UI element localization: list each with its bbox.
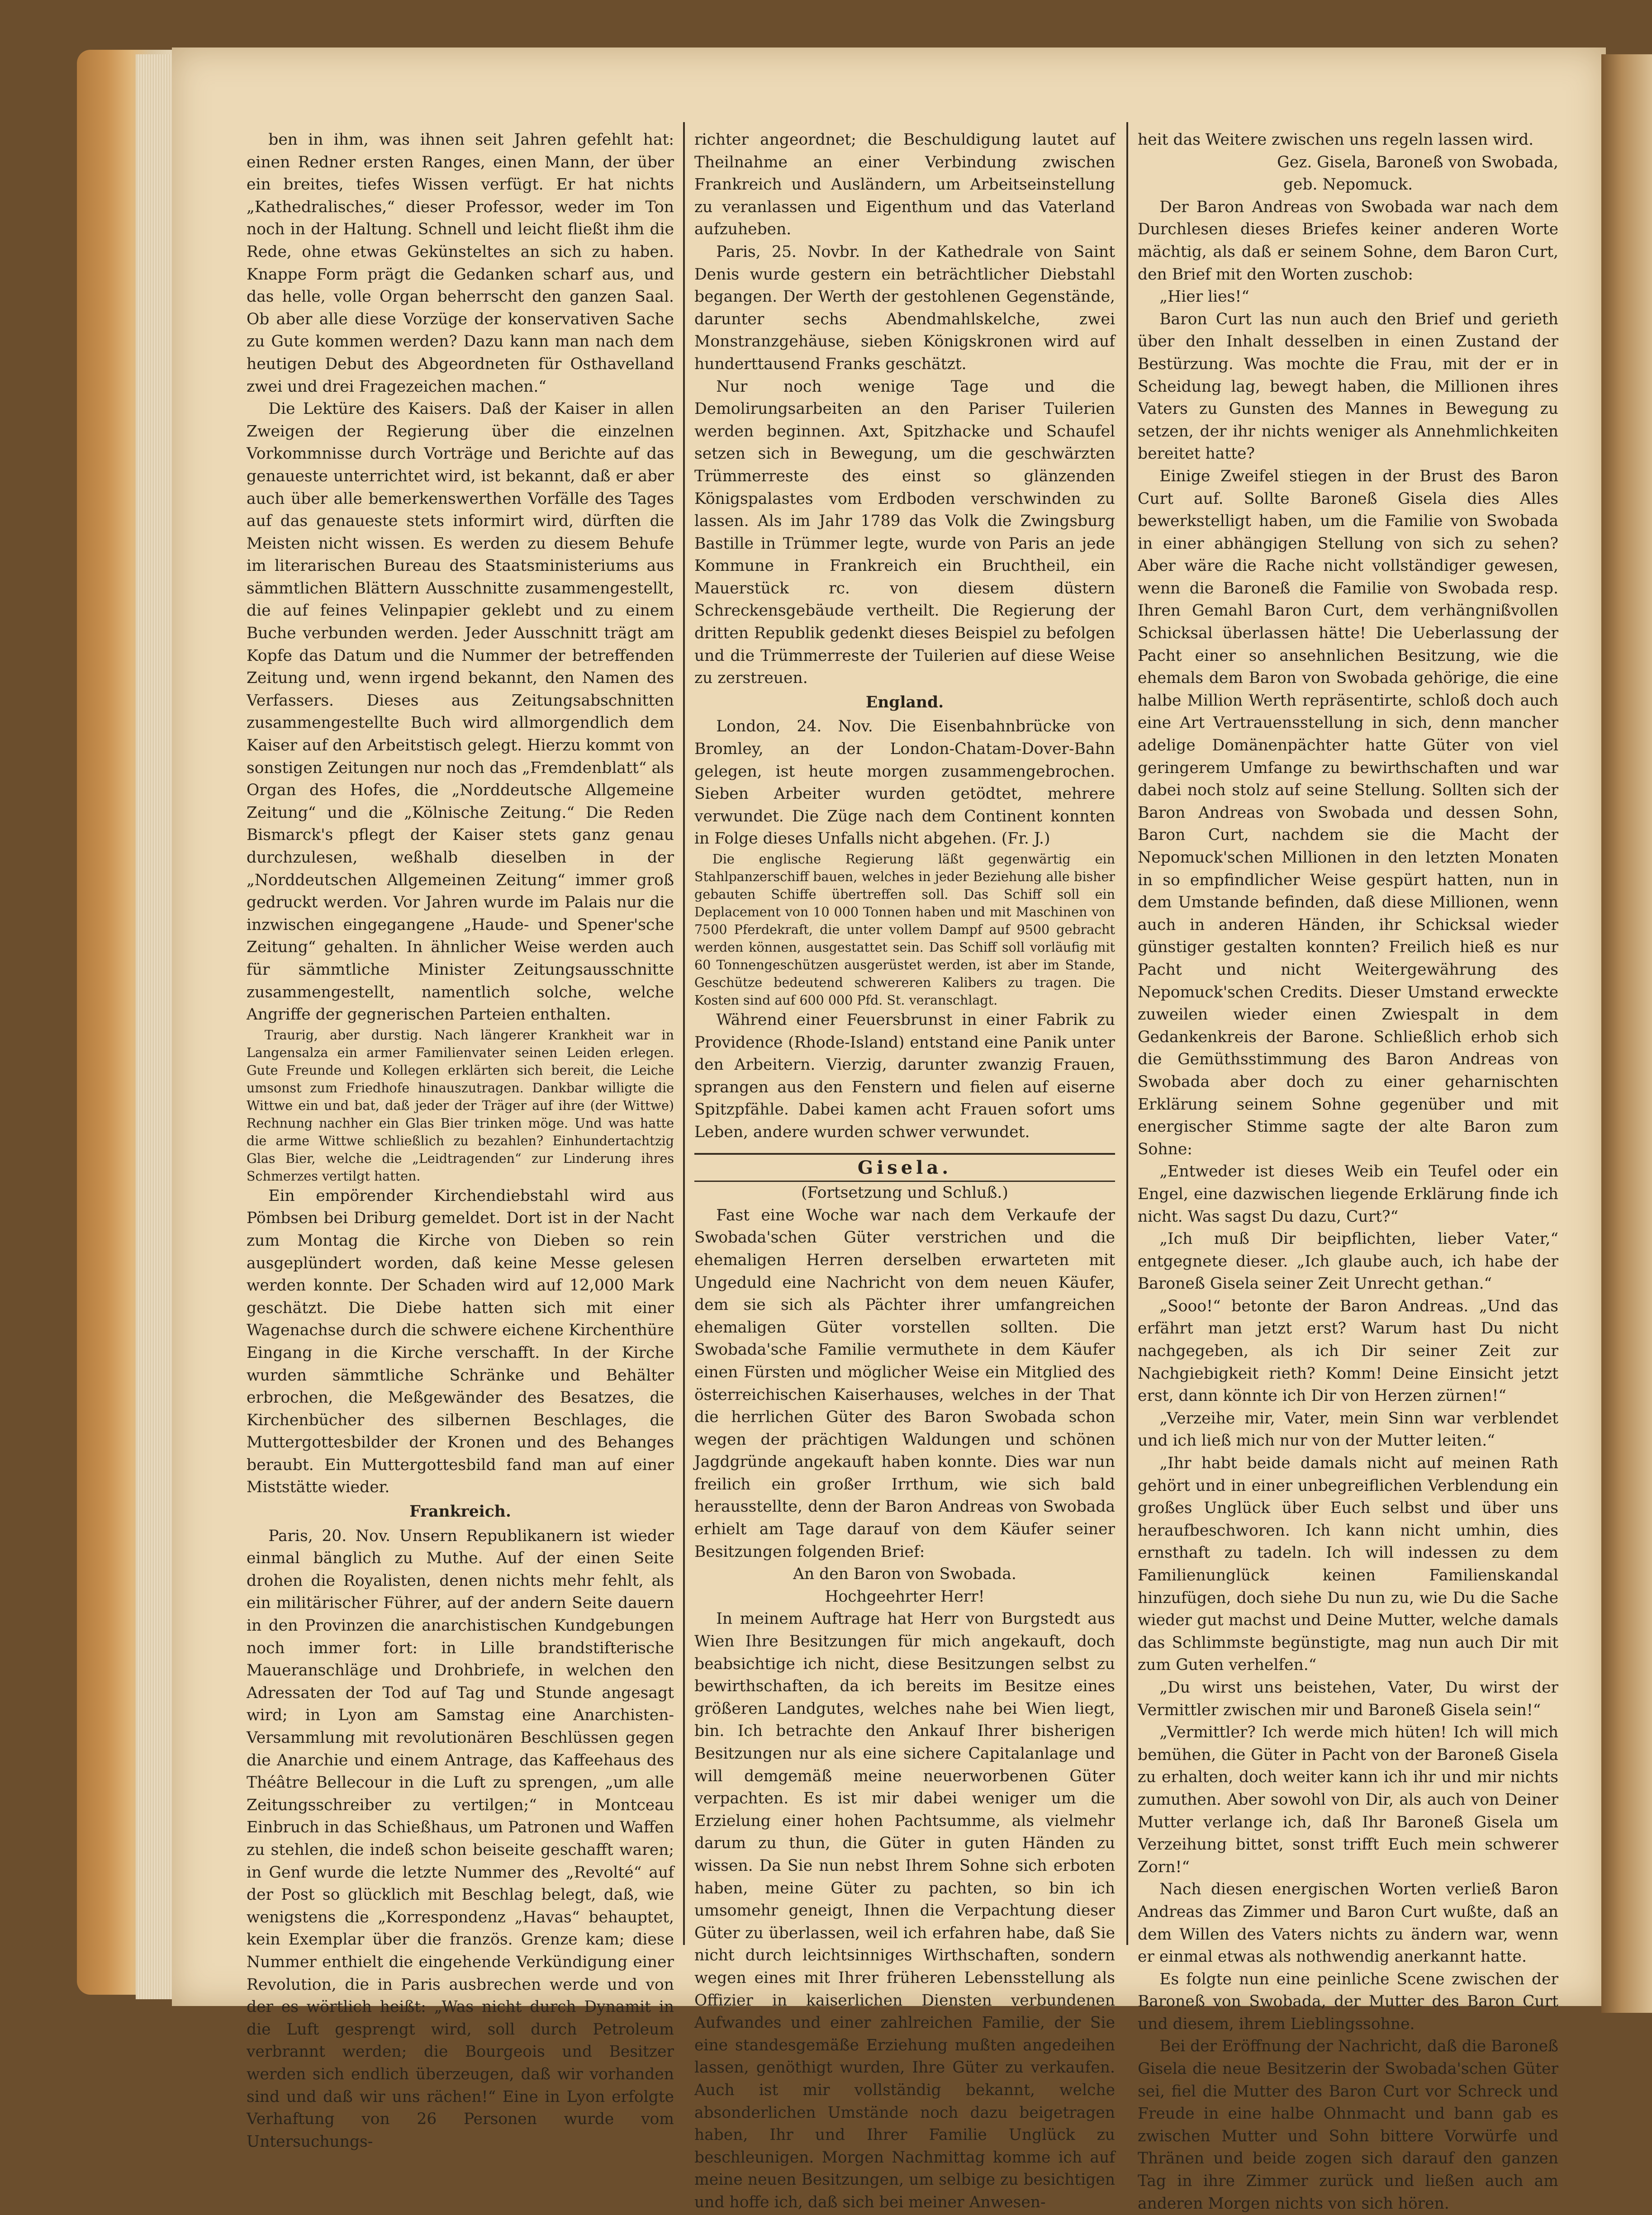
column-2 <box>694 129 1115 2211</box>
paragraph: „Entweder ist dieses Weib ein Teufel oder ein Engel, eine dazwischen liegende Erklärung finde ich nicht. Was sagst Du dazu, Curt?“ <box>1138 1162 1558 1226</box>
paragraph: „Du wirst uns beistehen, Vater, Du wirst der Vermittler zwischen mir und Baroneß Gisela sein!“ <box>1138 1678 1558 1719</box>
section-heading: England. <box>865 693 944 711</box>
paragraph: „Vermittler? Ich werde mich hüten! Ich will mich bemühen, die Güter in Pacht von der Baroneß Gisela zu erhalten, doch weiter kann ich ihr und mir nichts zumuthen. Aber sowohl von Dir, als auch von Deiner Mutter verlange ich, daß Ihr Baroneß Gisela um Verzeihung bittet, sonst trifft Euch mein schwerer Zorn!“ <box>1138 1723 1558 1876</box>
paragraph: Einige Zweifel stiegen in der Brust des Baron Curt auf. Sollte Baroneß Gisela dies Alles bewerkstelligt haben, um die Familie von Swobada in einer abhängigen Stellung von sich zu sehen? Aber wäre die Rache nicht vollständiger gewesen, wenn die Baroneß die Familie von Swobada resp. Ihren Gemahl Baron Curt, dem verhängnißvollen Schicksal überlassen hätte! Die Ueberlassung der Pacht einer so ansehnlichen Besitzung, wie die ehemals dem Baron von Swobada gehörige, die eine halbe Million Werth repräsentirte, schloß doch auch eine Art Vertrauensstellung in sich, denn mancher adelige Domänenpächter hatte Güter von viel geringerem Umfange zu bewirthschaften und war dabei noch stolz auf seine Stellung. Sollten sich der Baron Andreas von Swobada und dessen Sohn, Baron Curt, nachdem sie die Macht der Nepomuck'schen Millionen in den letzten Monaten in so empfindlicher Weise gespürt hatten, nun in dem Umstande befinden, daß diese Millionen, wenn auch in anderen Händen, ihr Schicksal wieder günstiger gestalten konnten? Freilich hieß es nur Pacht und nicht Weitergewährung des Nepomuck'schen Credits. Dieser Umstand erweckte zuweilen wieder einen Zwiespalt in dem Gedankenkreis der Barone. Schließlich erhob sich die Gemüthsstimmung des Baron Andreas von Swobada aber doch zu einer geharnischten Erklärung seinem Sohne gegenüber und mit energischer Stimme sagte der alte Baron zum Sohne: <box>1138 467 1558 1158</box>
column-rule-1 <box>683 122 685 1945</box>
letter-signature-sub: geb. Nepomuck. <box>1283 175 1413 194</box>
column-1 <box>247 129 674 2151</box>
paragraph: London, 24. Nov. Die Eisenbahnbrücke von Bromley, an der London-Chatam-Dover-Bahn gelegen, ist heute morgen zusammengebrochen. Sieben Arbeiter wurden getödtet, mehrere verwundet. Die Züge nach dem Continent konnten in Folge dieses Unfalls nicht abgehen. (Fr. J.) <box>694 717 1115 848</box>
letter-salutation: Hochgeehrter Herr! <box>825 1587 985 1606</box>
paragraph: Paris, 25. Novbr. In der Kathedrale von Saint Denis wurde gestern ein beträchtlicher Diebstahl begangen. Der Werth der gestohlenen Gegenstände, darunter sechs Abendmahlskelche, zwei Monstranzgehäuse, sieben Königskronen wird auf hunderttausend Franks geschätzt. <box>694 242 1115 373</box>
paragraph: Nur noch wenige Tage und die Demolirungsarbeiten an den Pariser Tuilerien werden beginnen. Axt, Spitzhacke und Schaufel setzen sich in Bewegung, um die geschwärzten Trümmerreste des einst so glänzenden Königspalastes vom Erdboden verschwinden zu lassen. Als im Jahr 1789 das Volk die Zwingsburg Bastille in Trümmer legte, wurde von Paris an jede Kommune in Frankreich ein Bruchtheil, ein Mauerstück rc. von diesem düstern Schreckensgebäude vertheilt. Die Regierung der dritten Republik gedenkt dieses Beispiel zu befolgen und die Trümmerreste der Tuilerien auf diese Weise zu zerstreuen. <box>694 377 1115 688</box>
paragraph: Die englische Regierung läßt gegenwärtig ein Stahlpanzerschiff bauen, welches in jeder Beziehung alle bisher gebauten Schiffe übertreffen soll. Das Schiff soll ein Deplacement von 10 000 Tonnen haben und mit Maschinen von 7500 Pferdekraft, die unter vollem Dampf auf 9500 gebracht werden können, ausgestattet sein. Das Schiff soll vorläufig mit 60 Tonnengeschützen ausgerüstet werden, ist aber im Stande, Geschütze bedeutend schwereren Kalibers zu tragen. Die Kosten sind auf 600 000 Pfd. St. veranschlagt. <box>694 852 1115 1008</box>
paragraph: Baron Curt las nun auch den Brief und gerieth über den Inhalt desselben in einen Zustand der Bestürzung. Was mochte die Frau, mit der er in Scheidung lag, bewegt haben, die Millionen ihres Vaters zu Gunsten des Mannes in Bewegung zu setzen, der ihr nichts weniger als Annehmlichkeiten bereitet hatte? <box>1138 310 1558 463</box>
paragraph: heit das Weitere zwischen uns regeln lassen wird. <box>1138 131 1534 149</box>
section-heading: Frankreich. <box>409 1503 511 1521</box>
paragraph: „Sooo!“ betonte der Baron Andreas. „Und das erfährt man jetzt erst? Warum hast Du nicht nachgegeben, als ich Dir seiner Zeit zur Nachgiebigkeit rieth? Komm! Deine Einsicht jetzt erst, dann könnte ich Dir von Herzen zürnen!“ <box>1138 1297 1558 1405</box>
paragraph: Bei der Eröffnung der Nachricht, daß die Baroneß Gisela die neue Besitzerin der Swobada'schen Güter sei, fiel die Mutter des Baron Curt vor Schreck und Freude in eine halbe Ohnmacht und bann gab es zwischen Mutter und Sohn bittere Vorwürfe und Thränen und beide zogen sich darauf den ganzen Tag in ihre Zimmer zurück und ließen auch am anderen Morgen nichts von sich hören. <box>1138 2037 1558 2213</box>
letter-signature: Gez. Gisela, Baroneß von Swobada, <box>1277 153 1558 171</box>
paragraph: Traurig, aber durstig. Nach längerer Krankheit war in Langensalza ein armer Familienvater seinen Leiden erlegen. Gute Freunde und Kollegen erklärten sich bereit, die Leiche umsonst zum Friedhofe hinauszutragen. Dankbar willigte die Wittwe ein und bat, daß jeder der Träger auf ihre (der Wittwe) Rechnung nachher ein Glas Bier trinken möge. Und was hatte die arme Wittwe schließlich zu bezahlen? Einhundertachtzig Glas Bier, welche die „Leidtragenden“ zur Linderung ihres Schmerzes vertilgt hatten. <box>247 1027 674 1184</box>
paragraph: Der Baron Andreas von Swobada war nach dem Durchlesen dieses Briefes keiner anderen Worte mächtig, als daß er seinem Sohne, dem Baron Curt, den Brief mit den Worten zuschob: <box>1138 198 1558 284</box>
paragraph: Ein empörender Kirchendiebstahl wird aus Pömbsen bei Driburg gemeldet. Dort ist in der Nacht zum Montag die Kirche von Dieben so rein ausgeplündert worden, daß keine Messe gelesen werden konnte. Der Schaden wird auf 12,000 Mark geschätzt. Die Diebe hatten sich mit einer Wagenachse durch die schwere eichene Kirchenthüre Eingang in die Kirche verschafft. In der Kirche wurden sämmtliche Schränke und Behälter erbrochen, die Meßgewänder des Besatzes, die Kirchenbücher des silbernen Beschlages, die Muttergottesbilder der Kronen und des Behanges beraubt. Ein Muttergottesbild fand man auf einer Miststätte wieder. <box>247 1186 674 1497</box>
paragraph: Es folgte nun eine peinliche Scene zwischen der Baroneß von Swobada, der Mutter des Baron Curt und diesem, ihrem Lieblingssohne. <box>1138 1970 1558 2033</box>
paragraph: richter angeordnet; die Beschuldigung lautet auf Theilnahme an einer Verbindung zwischen Frankreich und Ausländern, um Arbeitseinstellung zu veranlassen und Eigenthum und das Vaterland aufzuheben. <box>694 131 1115 239</box>
paragraph: Die Lektüre des Kaisers. Daß der Kaiser in allen Zweigen der Regierung über die einzelnen Vorkommnisse durch Vorträge und Berichte auf das genaueste unterrichtet wird, ist bekannt, daß er aber auch über alle bemerkenswerthen Vorfälle des Tages auf das genaueste stets informirt wird, dürften die Meisten nicht wissen. Es werden zu diesem Behufe im literarischen Bureau des Staatsministeriums aus sämmtlichen Blättern Ausschnitte zusammengestellt, die auf feines Velinpapier geklebt und zu einem Buche verbunden werden. Jeder Ausschnitt trägt am Kopfe das Datum und die Nummer der betreffenden Zeitung und, wenn irgend bekannt, den Namen des Verfassers. Dieses aus Zeitungsabschnitten zusammengestellte Buch wird allmorgendlich dem Kaiser auf den Arbeitstisch gelegt. Hierzu kommt von sonstigen Zeitungen nur noch das „Fremdenblatt“ als Organ des Hofes, die „Norddeutsche Allgemeine Zeitung“ und die „Kölnische Zeitung.“ Die Reden Bismarck's pflegt der Kaiser stets ganz genau durchzulesen, weßhalb dieselben in der „Norddeutschen Allgemeinen Zeitung“ immer groß gedruckt werden. Vor Jahren wurde im Palais nur die inzwischen eingegangene „Haude- und Spener'sche Zeitung“ gehalten. In ähnlicher Weise werden auch für sämmtliche Minister Zeitungsausschnitte zusammengestellt, namentlich solche, welche Angriffe der gegnerischen Parteien enthalten. <box>247 400 674 1024</box>
paragraph: Paris, 20. Nov. Unsern Republikanern ist wieder einmal bänglich zu Muthe. Auf der einen Seite drohen die Royalisten, denen nichts mehr fehlt, als ein militärischer Führer, auf der andern Seite dauern in den Provinzen die anarchistischen Kundgebungen noch immer fort: in Lille brandstifterische Maueranschläge und Drohbriefe, in welchen den Adressaten der Tod auf Tag und Stunde angesagt wird; in Lyon am Samstag eine Anarchisten-Versammlung mit revolutionären Beschlüssen gegen die Anarchie und einem Antrage, das Kaffeehaus des Théâtre Bellecour in die Luft zu sprengen, „um alle Zeitungsschreiber zu vertilgen;“ in Montceau Einbruch in das Schießhaus, um Patronen und Waffen zu stehlen, die indeß schon beiseite geschafft waren; in Genf wurde die letzte Nummer des „Revolté“ auf der Post so glücklich mit Beschlag belegt, daß, wie wenigstens die „Korrespondenz „Havas“ behauptet, kein Exemplar über die französ. Grenze kam; diese Nummer enthielt die eingehende Verkündigung einer Revolution, die in Paris ausbrechen werde und von der es wörtlich heißt: „Was nicht durch Dynamit in die Luft gesprengt wird, soll durch Petroleum verbrannt werden; die Bourgeois und Besitzer werden sich endlich überzeugen, daß wir vorhanden sind und daß wir uns rächen!“ Eine in Lyon erfolgte Verhaftung von 26 Personen wurde vom Untersuchungs- <box>247 1527 674 2151</box>
paragraph: „Ich muß Dir beipflichten, lieber Vater,“ entgegnete dieser. „Ich glaube auch, ich habe der Baroneß Gisela seiner Zeit Unrecht gethan.“ <box>1138 1230 1558 1293</box>
story-title: Gisela. <box>694 1153 1115 1182</box>
paragraph: Nach diesen energischen Worten verließ Baron Andreas das Zimmer und Baron Curt wußte, daß an dem Willen des Vaters nichts zu ändern war, wenn er einmal etwas als nothwendig anerkannt hatte. <box>1138 1880 1558 1966</box>
column-3 <box>1138 129 1558 2213</box>
paragraph: „Hier lies!“ <box>1159 288 1249 306</box>
paragraph: ben in ihm, was ihnen seit Jahren gefehlt hat: einen Redner ersten Ranges, einen Mann, der über ein breites, tiefes Wissen verfügt. Er hat nichts „Kathedralisches,“ dieser Professor, weder im Ton noch in der Haltung. Schnell und leicht fließt ihm die Rede, ohne etwas Gekünsteltes an sich zu haben. Knappe Form prägt die Gedanken scharf aus, und das helle, volle Organ beherrscht den ganzen Saal. Ob aber alle diese Vorzüge der konservativen Sache zu Gute kommen werden? Dazu kann man nach dem heutigen Debut des Abgeordneten für Osthavelland zwei und drei Fragezeichen machen.“ <box>247 131 674 396</box>
letter-address: An den Baron von Swobada. <box>793 1565 1016 1584</box>
facing-page-edge <box>1601 54 1652 2013</box>
column-rule-2 <box>1126 122 1128 1945</box>
paragraph: „Ihr habt beide damals nicht auf meinen Rath gehört und in einer unbegreiflichen Verblendung ein großes Unglück über Euch selbst und über uns heraufbeschworen. Ich kann nicht umhin, dies ernsthaft zu tadeln. Ich will indessen zu dem Familienunglück keinen Familienskandal hinzufügen, doch siehe Du nun zu, wie Du die Sache wieder gut machst und Deine Mutter, welche damals das Schlimmste begünstigte, mag nun auch Dir mit zum Guten verhelfen.“ <box>1138 1454 1558 1674</box>
paragraph: „Verzeihe mir, Vater, mein Sinn war verblendet und ich ließ mich nur von der Mutter leiten.“ <box>1138 1409 1558 1450</box>
paragraph: Fast eine Woche war nach dem Verkaufe der Swobada'schen Güter verstrichen und die ehemaligen Herren derselben erwarteten mit Ungeduld eine Nachricht von dem neuen Käufer, dem sie sich als Pächter ihrer umfangreichen ehemaligen Güter vorstellen sollten. Die Swobada'sche Familie vermuthete in dem Käufer einen Fürsten und möglicher Weise ein Mitglied des österreichischen Kaiserhauses, welches in der That die herrlichen Güter des Baron Swobada schon wegen der prächtigen Waldungen und schönen Jagdgründe angekauft haben konnte. Dies war nun freilich ein großer Irrthum, wie sich bald herausstellte, denn der Baron Andreas von Swobada erhielt am Tage darauf von dem Käufer seiner Besitzungen folgenden Brief: <box>694 1206 1115 1561</box>
paragraph: Während einer Feuersbrunst in einer Fabrik zu Providence (Rhode-Island) entstand eine Panik unter den Arbeitern. Vierzig, darunter zwanzig Frauen, sprangen aus den Fenstern und fielen auf eiserne Spitzpfähle. Dabei kamen acht Frauen sofort ums Leben, andere wurden schwer verwundet. <box>694 1011 1115 1141</box>
paragraph: In meinem Auftrage hat Herr von Burgstedt aus Wien Ihre Besitzungen für mich angekauft, doch beabsichtige ich nicht, diese Besitzungen selbst zu bewirthschaften, da ich bereits im Besitze eines größeren Landgutes, welches nahe bei Wien liegt, bin. Ich betrachte den Ankauf Ihrer bisherigen Besitzungen nur als eine sichere Capitalanlage und will demgemäß meine neuerworbenen Güter verpachten. Es ist mir dabei weniger um die Erzielung einer hohen Pachtsumme, als vielmehr darum zu thun, die Güter in guten Händen zu wissen. Da Sie nun nebst Ihrem Sohne sich erboten haben, meine Güter zu pachten, so bin ich umsomehr geneigt, Ihnen die Verpachtung dieser Güter zu überlassen, weil ich erfahren habe, daß Sie nicht durch leichtsinniges Wirthschaften, sondern wegen eines mit Ihrer früheren Lebensstellung als Offizier in kaiserlichen Diensten verbundenen Aufwandes und einer zahlreichen Familie, der Sie eine standesgemäße Erziehung mußten angedeihen lassen, genöthigt wurden, Ihre Güter zu verkaufen. Auch ist mir vollständig bekannt, welche absonderlichen Umstände noch dazu beigetragen haben, Ihr und Ihrer Familie Unglück zu beschleunigen. Morgen Nachmittag komme ich auf meine neuen Besitzungen, um selbige zu besichtigen und hoffe ich, daß sich bei meiner Anwesen- <box>694 1610 1115 2211</box>
story-subtitle: (Fortsetzung und Schluß.) <box>801 1184 1008 1202</box>
